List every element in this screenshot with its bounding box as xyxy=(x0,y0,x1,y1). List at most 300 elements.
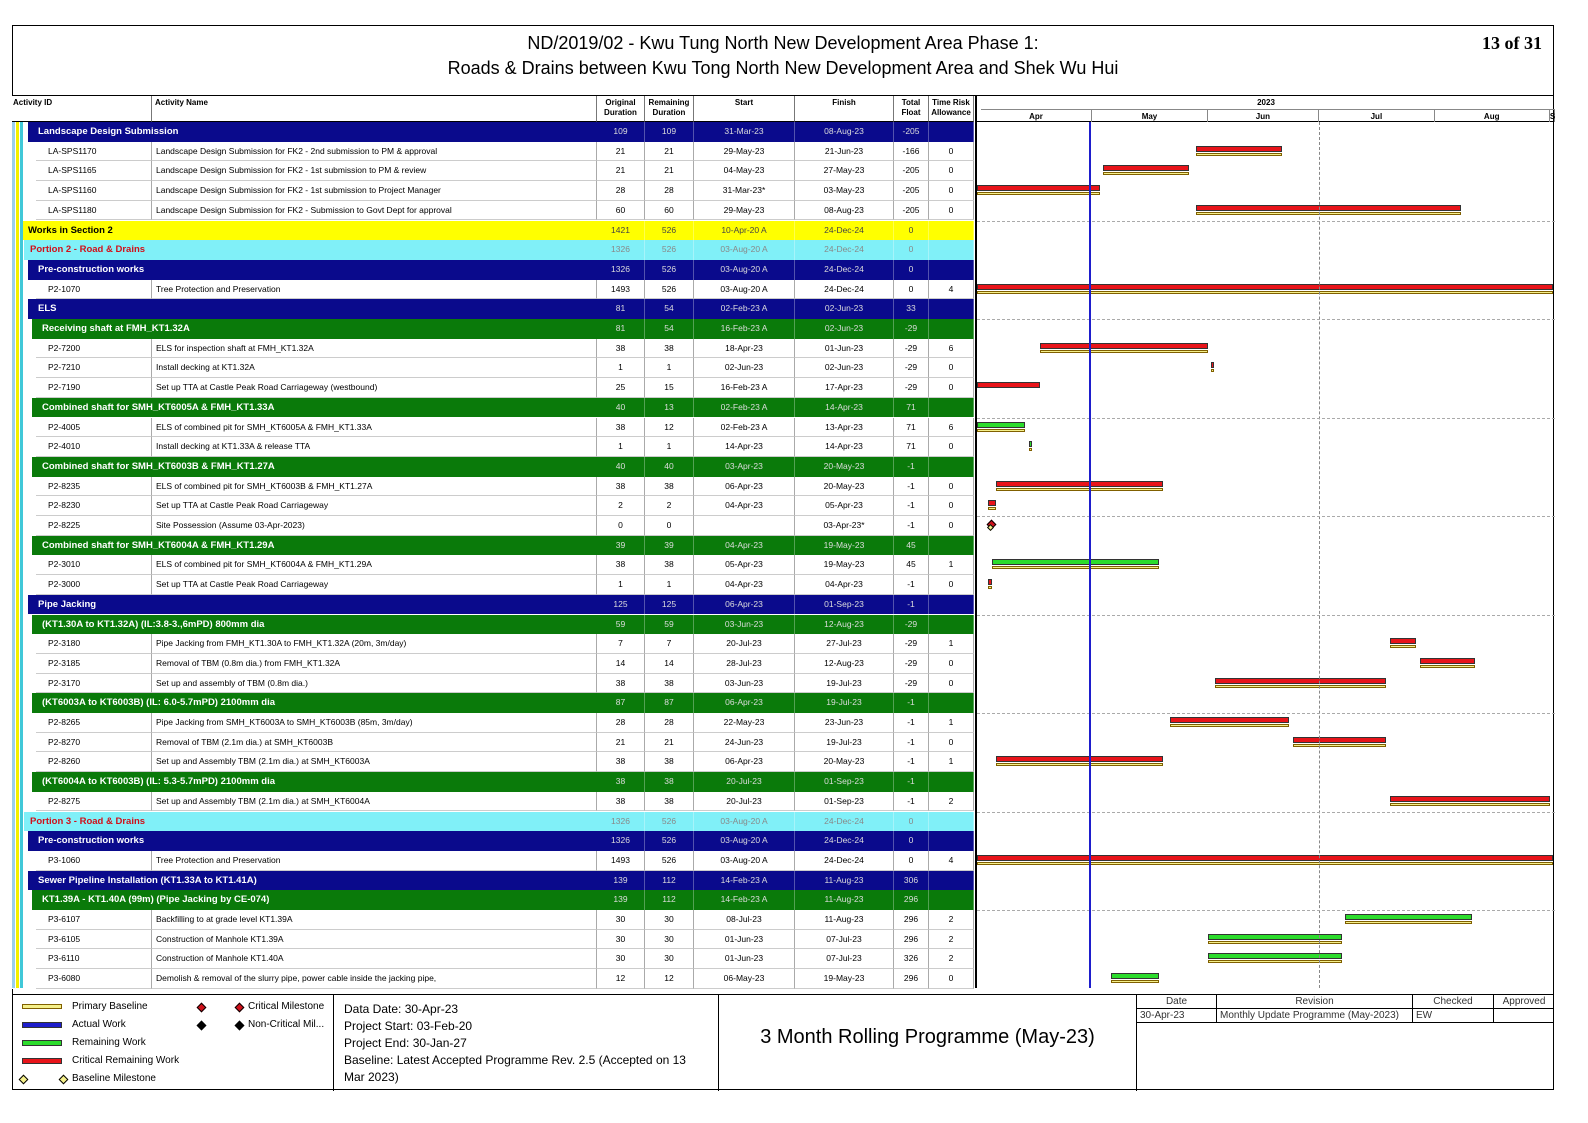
cell-od: 38 xyxy=(597,339,645,359)
cell-finish: 01-Sep-23 xyxy=(795,595,894,615)
cell-rd: 1 xyxy=(645,575,694,595)
cell-finish: 12-Aug-23 xyxy=(795,654,894,674)
gantt-gridline xyxy=(977,221,1555,222)
gantt-bar[interactable] xyxy=(977,284,1553,295)
cell-start: 01-Jun-23 xyxy=(694,949,795,969)
data-date: Data Date: 30-Apr-23 xyxy=(344,1002,459,1016)
activity-row[interactable] xyxy=(12,634,974,654)
cell-start: 16-Feb-23 A xyxy=(694,378,795,398)
cell-od: 1326 xyxy=(597,240,645,260)
wbs-group-row[interactable] xyxy=(28,871,974,891)
cell-finish: 19-May-23 xyxy=(795,536,894,556)
cell-start: 05-Apr-23 xyxy=(694,555,795,575)
wbs-group-name: Pre-construction works xyxy=(38,835,145,847)
cell-start: 24-Jun-23 xyxy=(694,733,795,753)
cell-finish: 13-Apr-23 xyxy=(795,418,894,438)
cell-finish: 24-Dec-24 xyxy=(795,260,894,280)
cell-tf: 0 xyxy=(894,851,929,871)
project-info xyxy=(334,995,719,1091)
cell-tf: -29 xyxy=(894,378,929,398)
critical-milestone-icon xyxy=(197,1003,207,1013)
activity-row[interactable] xyxy=(12,201,974,221)
cell-finish: 05-Apr-23 xyxy=(795,496,894,516)
cell-tf: 306 xyxy=(894,871,929,891)
cell-finish: 27-May-23 xyxy=(795,161,894,181)
gantt-bar[interactable] xyxy=(1293,737,1386,748)
wbs-group-row[interactable] xyxy=(32,536,974,556)
timescale-month: Aug xyxy=(1435,109,1550,122)
cell-risk: 0 xyxy=(929,142,974,162)
cell-tf: 0 xyxy=(894,812,929,832)
cell-start: 03-Aug-20 A xyxy=(694,280,795,300)
activity-row[interactable] xyxy=(12,161,974,181)
col-activity-id[interactable]: Activity ID xyxy=(12,96,152,122)
wbs-group-name: KT1.39A - KT1.40A (99m) (Pipe Jacking by CE-074) xyxy=(42,894,270,906)
rev-header-revision: Revision xyxy=(1217,995,1413,1009)
cell-tf: -166 xyxy=(894,142,929,162)
cell-tf: 326 xyxy=(894,949,929,969)
activity-row[interactable] xyxy=(12,358,974,378)
wbs-group-name: Combined shaft for SMH_KT6004A & FMH_KT1.29A xyxy=(42,539,275,551)
cell-od: 38 xyxy=(597,772,645,792)
outline-bar xyxy=(16,122,19,988)
activity-row[interactable] xyxy=(12,654,974,674)
col-total-float[interactable]: Total Float xyxy=(894,96,929,122)
activity-row[interactable] xyxy=(12,792,974,812)
cell-start: 03-Aug-20 A xyxy=(694,260,795,280)
cell-start: 03-Jun-23 xyxy=(694,615,795,635)
cell-activity-id: P2-4010 xyxy=(36,437,152,457)
cell-finish: 24-Dec-24 xyxy=(795,851,894,871)
wbs-group-name: (KT1.30A to KT1.32A) (IL:3.8-3.,6mPD) 800mm dia xyxy=(42,618,265,630)
cell-start: 03-Apr-23 xyxy=(694,457,795,477)
cell-tf: 33 xyxy=(894,299,929,319)
gantt-bar[interactable] xyxy=(1390,796,1550,807)
cell-activity-name: Backfilling to at grade level KT1.39A xyxy=(152,910,597,930)
cell-activity-name: Tree Protection and Preservation xyxy=(152,851,597,871)
cell-rd: 526 xyxy=(645,280,694,300)
cell-tf: 45 xyxy=(894,536,929,556)
gantt-gridline xyxy=(977,812,1555,813)
outline-bar xyxy=(12,122,15,988)
cell-finish: 11-Aug-23 xyxy=(795,890,894,910)
cell-od: 59 xyxy=(597,615,645,635)
wbs-group-name: Receiving shaft at FMH_KT1.32A xyxy=(42,323,190,334)
cell-rd: 60 xyxy=(645,201,694,221)
cell-risk xyxy=(929,319,974,339)
cell-activity-id: P2-8275 xyxy=(36,792,152,812)
cell-activity-id: P2-8265 xyxy=(36,713,152,733)
cell-od: 81 xyxy=(597,319,645,339)
activity-row[interactable] xyxy=(12,674,974,694)
cell-tf: -29 xyxy=(894,339,929,359)
activity-row[interactable] xyxy=(12,949,974,969)
cell-od: 39 xyxy=(597,536,645,556)
cell-activity-name: Set up TTA at Castle Peak Road Carriageway xyxy=(152,496,597,516)
cell-risk xyxy=(929,457,974,477)
cell-od: 109 xyxy=(597,122,645,142)
cell-tf: -205 xyxy=(894,181,929,201)
cell-finish: 02-Jun-23 xyxy=(795,358,894,378)
cell-rd: 526 xyxy=(645,240,694,260)
gantt-bar[interactable] xyxy=(1040,343,1207,354)
cell-risk: 0 xyxy=(929,477,974,497)
cell-activity-name: ELS of combined pit for SMH_KT6004A & FMH_KT1.29A xyxy=(152,555,597,575)
activity-row[interactable] xyxy=(12,910,974,930)
activity-row[interactable] xyxy=(12,280,974,300)
cell-start: 16-Feb-23 A xyxy=(694,319,795,339)
wbs-group-name: Landscape Design Submission xyxy=(38,126,179,137)
cell-risk: 1 xyxy=(929,713,974,733)
wbs-group-row[interactable] xyxy=(32,319,974,339)
gantt-bar[interactable] xyxy=(1208,934,1342,945)
cell-start: 08-Jul-23 xyxy=(694,910,795,930)
timescale-month: Jul xyxy=(1319,109,1434,122)
cell-od: 14 xyxy=(597,654,645,674)
cell-od: 1421 xyxy=(597,221,645,241)
cell-tf: 71 xyxy=(894,398,929,418)
cell-risk: 0 xyxy=(929,654,974,674)
cell-start: 31-Mar-23 xyxy=(694,122,795,142)
activity-row[interactable] xyxy=(12,733,974,753)
cell-finish: 19-Jul-23 xyxy=(795,693,894,713)
cell-od: 28 xyxy=(597,181,645,201)
cell-start: 04-Apr-23 xyxy=(694,536,795,556)
cell-risk: 4 xyxy=(929,280,974,300)
cell-tf: -1 xyxy=(894,733,929,753)
col-start[interactable]: Start xyxy=(694,96,795,122)
cell-risk xyxy=(929,871,974,891)
gantt-bar[interactable] xyxy=(977,422,1025,433)
gantt-bar[interactable] xyxy=(1208,953,1342,964)
cell-tf: -29 xyxy=(894,615,929,635)
legend-primary-baseline: Primary Baseline xyxy=(72,1001,148,1012)
outline-bar xyxy=(20,122,23,988)
cell-finish: 24-Dec-24 xyxy=(795,831,894,851)
cell-tf: -29 xyxy=(894,358,929,378)
cell-activity-id: P3-1060 xyxy=(36,851,152,871)
cell-rd: 15 xyxy=(645,378,694,398)
gantt-bar[interactable] xyxy=(992,559,1159,570)
cell-activity-name: Set up and Assembly TBM (2.1m dia.) at SMH_KT6004A xyxy=(152,792,597,812)
wbs-group-row[interactable] xyxy=(28,260,974,280)
cell-start: 03-Jun-23 xyxy=(694,674,795,694)
cell-finish: 20-May-23 xyxy=(795,477,894,497)
gantt-bar[interactable] xyxy=(1215,678,1386,689)
activity-row[interactable] xyxy=(12,181,974,201)
wbs-group-name: Sewer Pipeline Installation (KT1.33A to KT1.41A) xyxy=(38,874,257,886)
wbs-group-row[interactable] xyxy=(32,890,974,910)
cell-rd: 12 xyxy=(645,969,694,989)
cell-od: 21 xyxy=(597,161,645,181)
rev-header-checked: Checked xyxy=(1413,995,1494,1009)
wbs-group-row[interactable] xyxy=(32,457,974,477)
cell-tf: 296 xyxy=(894,969,929,989)
cell-risk xyxy=(929,260,974,280)
revision-table xyxy=(1137,995,1554,1091)
activity-row[interactable] xyxy=(12,555,974,575)
cell-start: 03-Aug-20 A xyxy=(694,812,795,832)
activity-row[interactable] xyxy=(12,575,974,595)
wbs-group-row[interactable] xyxy=(28,122,974,142)
wbs-group-row[interactable] xyxy=(28,831,974,851)
cell-start: 14-Feb-23 A xyxy=(694,890,795,910)
activity-row[interactable] xyxy=(12,142,974,162)
cell-start: 03-Aug-20 A xyxy=(694,851,795,871)
project-start: Project Start: 03-Feb-20 xyxy=(344,1019,473,1033)
cell-start: 02-Feb-23 A xyxy=(694,299,795,319)
cell-activity-id: P3-6110 xyxy=(36,949,152,969)
wbs-group-row[interactable] xyxy=(32,693,974,713)
gantt-bar[interactable] xyxy=(1196,146,1282,157)
cell-start: 01-Jun-23 xyxy=(694,930,795,950)
gantt-bar[interactable] xyxy=(1029,441,1032,452)
data-date-line xyxy=(1089,122,1091,988)
cell-finish: 03-May-23 xyxy=(795,181,894,201)
activity-row[interactable] xyxy=(12,516,974,536)
wbs-group-row[interactable] xyxy=(32,615,974,635)
cell-risk: 2 xyxy=(929,949,974,969)
wbs-group-row[interactable] xyxy=(24,240,974,260)
gantt-gridline xyxy=(977,615,1555,616)
gantt-bar[interactable] xyxy=(1345,914,1471,925)
cell-rd: 38 xyxy=(645,772,694,792)
gantt-chart xyxy=(975,96,1556,988)
cell-od: 2 xyxy=(597,496,645,516)
col-finish[interactable]: Finish xyxy=(795,96,894,122)
cell-activity-name: Landscape Design Submission for FK2 - 2nd submission to PM & approval xyxy=(152,142,597,162)
cell-activity-name: ELS of combined pit for SMH_KT6005A & FMH_KT1.33A xyxy=(152,418,597,438)
wbs-group-row[interactable] xyxy=(32,772,974,792)
cell-risk: 1 xyxy=(929,555,974,575)
legend-baseline-milestone: Baseline Milestone xyxy=(72,1073,156,1084)
cell-rd: 28 xyxy=(645,713,694,733)
cell-start: 29-May-23 xyxy=(694,201,795,221)
cell-tf: -1 xyxy=(894,792,929,812)
wbs-group-name: Portion 2 - Road & Drains xyxy=(30,244,146,256)
gantt-bar[interactable] xyxy=(1420,658,1476,669)
cell-rd: 526 xyxy=(645,831,694,851)
wbs-group-name: Portion 3 - Road & Drains xyxy=(30,815,146,827)
noncritical-milestone-icon xyxy=(235,1021,245,1031)
cell-tf: 45 xyxy=(894,555,929,575)
cell-rd: 526 xyxy=(645,260,694,280)
cell-activity-id: P2-8270 xyxy=(36,733,152,753)
gantt-bar[interactable] xyxy=(1103,165,1189,176)
wbs-group-row[interactable] xyxy=(32,398,974,418)
legend-noncritical-milestone: Non-Critical Mil... xyxy=(248,1019,325,1030)
cell-od: 1326 xyxy=(597,260,645,280)
cell-od: 40 xyxy=(597,398,645,418)
cell-activity-id: P3-6105 xyxy=(36,930,152,950)
cell-finish: 07-Jul-23 xyxy=(795,930,894,950)
cell-finish: 19-Jul-23 xyxy=(795,733,894,753)
cell-start: 06-Apr-23 xyxy=(694,693,795,713)
rev-date: 30-Apr-23 xyxy=(1137,1009,1217,1023)
cell-od: 30 xyxy=(597,910,645,930)
cell-start: 06-Apr-23 xyxy=(694,752,795,772)
col-original-duration[interactable]: Original Duration xyxy=(597,96,645,122)
activity-row[interactable] xyxy=(12,378,974,398)
cell-tf: 296 xyxy=(894,890,929,910)
cell-rd: 112 xyxy=(645,871,694,891)
cell-activity-name: Install decking at KT1.32A xyxy=(152,358,597,378)
cell-finish: 19-May-23 xyxy=(795,555,894,575)
cell-activity-name: Install decking at KT1.33A & release TTA xyxy=(152,437,597,457)
wbs-group-name: Works in Section 2 xyxy=(28,224,113,236)
cell-risk: 1 xyxy=(929,752,974,772)
cell-activity-id: P2-7210 xyxy=(36,358,152,378)
cell-start: 20-Jul-23 xyxy=(694,634,795,654)
cell-finish: 19-Jul-23 xyxy=(795,674,894,694)
cell-od: 12 xyxy=(597,969,645,989)
cell-rd: 38 xyxy=(645,339,694,359)
cell-start: 06-May-23 xyxy=(694,969,795,989)
cell-rd: 109 xyxy=(645,122,694,142)
gantt-bar[interactable] xyxy=(977,185,1100,196)
col-time-risk[interactable]: Time Risk Allowance xyxy=(929,96,974,122)
cell-start: 18-Apr-23 xyxy=(694,339,795,359)
cell-activity-id: LA-SPS1180 xyxy=(36,201,152,221)
cell-activity-id: P2-8260 xyxy=(36,752,152,772)
cell-rd: 54 xyxy=(645,299,694,319)
cell-tf: 71 xyxy=(894,437,929,457)
cell-finish: 24-Dec-24 xyxy=(795,240,894,260)
cell-risk: 0 xyxy=(929,516,974,536)
activity-row[interactable] xyxy=(12,339,974,359)
cell-od: 38 xyxy=(597,752,645,772)
cell-finish: 01-Sep-23 xyxy=(795,772,894,792)
cell-tf: 0 xyxy=(894,260,929,280)
gantt-bar[interactable] xyxy=(1390,638,1416,649)
cell-od: 1493 xyxy=(597,851,645,871)
cell-od: 30 xyxy=(597,949,645,969)
wbs-group-row[interactable] xyxy=(28,299,974,319)
wbs-group-row[interactable] xyxy=(20,221,974,241)
cell-start: 14-Feb-23 A xyxy=(694,871,795,891)
cell-od: 1326 xyxy=(597,831,645,851)
cell-tf: 71 xyxy=(894,418,929,438)
cell-rd: 87 xyxy=(645,693,694,713)
cell-od: 21 xyxy=(597,733,645,753)
cell-activity-id: P2-3185 xyxy=(36,654,152,674)
cell-activity-id: P2-7200 xyxy=(36,339,152,359)
cell-risk xyxy=(929,536,974,556)
cell-start: 06-Apr-23 xyxy=(694,477,795,497)
cell-finish: 11-Aug-23 xyxy=(795,910,894,930)
cell-activity-id: P2-3000 xyxy=(36,575,152,595)
legend-actual-swatch xyxy=(22,1022,62,1028)
cell-activity-id: P2-3010 xyxy=(36,555,152,575)
gantt-bar[interactable] xyxy=(1111,973,1159,984)
gantt-bar[interactable] xyxy=(996,756,1163,767)
cell-finish: 17-Apr-23 xyxy=(795,378,894,398)
cell-risk: 2 xyxy=(929,910,974,930)
cell-od: 38 xyxy=(597,674,645,694)
cell-tf: -205 xyxy=(894,201,929,221)
rev-description: Monthly Update Programme (May-2023) xyxy=(1217,1009,1413,1023)
footer xyxy=(12,994,1554,1090)
rev-header-date: Date xyxy=(1137,995,1217,1009)
cell-rd: 59 xyxy=(645,615,694,635)
wbs-group-row[interactable] xyxy=(28,595,974,615)
wbs-group-name: Combined shaft for SMH_KT6005A & FMH_KT1.33A xyxy=(42,401,275,413)
activity-row[interactable] xyxy=(12,969,974,989)
cell-od: 38 xyxy=(597,792,645,812)
cell-tf: -1 xyxy=(894,496,929,516)
wbs-group-row[interactable] xyxy=(24,812,974,832)
title-line-2: Roads & Drains between Kwu Tong North New Development Area and Shek Wu Hui xyxy=(447,58,1119,78)
cell-finish: 11-Aug-23 xyxy=(795,871,894,891)
gantt-bar[interactable] xyxy=(988,500,995,511)
gantt-gridline xyxy=(977,418,1555,419)
gantt-bar[interactable] xyxy=(996,481,1163,492)
gantt-gridline xyxy=(977,713,1555,714)
timescale-month: Apr xyxy=(981,109,1093,122)
activity-row[interactable] xyxy=(12,477,974,497)
cell-rd: 54 xyxy=(645,319,694,339)
gantt-bar[interactable] xyxy=(1211,362,1214,373)
cell-finish: 21-Jun-23 xyxy=(795,142,894,162)
cell-finish: 23-Jun-23 xyxy=(795,713,894,733)
rev-header-approved: Approved xyxy=(1494,995,1554,1009)
cell-rd: 14 xyxy=(645,654,694,674)
cell-tf: 0 xyxy=(894,831,929,851)
col-activity-name[interactable]: Activity Name xyxy=(152,96,597,122)
cell-risk xyxy=(929,398,974,418)
cell-tf: -1 xyxy=(894,575,929,595)
cell-tf: -1 xyxy=(894,772,929,792)
cell-finish: 20-May-23 xyxy=(795,457,894,477)
cell-rd: 39 xyxy=(645,536,694,556)
cell-tf: 0 xyxy=(894,221,929,241)
cell-activity-name: Demolish & removal of the slurry pipe, power cable inside the jacking pipe, xyxy=(152,969,597,989)
cell-od: 38 xyxy=(597,418,645,438)
activity-row[interactable] xyxy=(12,713,974,733)
activity-row[interactable] xyxy=(12,930,974,950)
cell-risk xyxy=(929,812,974,832)
activity-row[interactable] xyxy=(12,496,974,516)
gantt-bar[interactable] xyxy=(1196,205,1460,216)
baseline-info: Baseline: Latest Accepted Programme Rev. 2.5 (Accepted on 13 Mar 2023) xyxy=(344,1053,686,1084)
cell-rd: 0 xyxy=(645,516,694,536)
activity-row[interactable] xyxy=(12,851,974,871)
gantt-bar[interactable] xyxy=(977,382,1040,393)
cell-tf: -29 xyxy=(894,634,929,654)
cell-risk xyxy=(929,693,974,713)
cell-od: 0 xyxy=(597,516,645,536)
activity-row[interactable] xyxy=(12,752,974,772)
cell-rd: 21 xyxy=(645,161,694,181)
activity-row[interactable] xyxy=(12,437,974,457)
col-remaining-duration[interactable]: Remaining Duration xyxy=(645,96,694,122)
activity-row[interactable] xyxy=(12,418,974,438)
cell-risk: 0 xyxy=(929,358,974,378)
gantt-bar[interactable] xyxy=(1170,717,1289,728)
gantt-bar[interactable] xyxy=(977,855,1553,866)
cell-activity-name: Set up TTA at Castle Peak Road Carriageway (westbound) xyxy=(152,378,597,398)
cell-activity-name: Construction of Manhole KT1.40A xyxy=(152,949,597,969)
timescale-month: May xyxy=(1092,109,1207,122)
cell-od: 139 xyxy=(597,890,645,910)
gantt-bar[interactable] xyxy=(988,579,992,590)
cell-rd: 28 xyxy=(645,181,694,201)
cell-rd: 30 xyxy=(645,930,694,950)
cell-finish: 27-Jul-23 xyxy=(795,634,894,654)
critical-milestone-icon xyxy=(235,1003,245,1013)
cell-risk: 0 xyxy=(929,496,974,516)
wbs-group-name: (KT6004A to KT6003B) (IL: 5.3-5.7mPD) 2100mm dia xyxy=(42,776,276,788)
